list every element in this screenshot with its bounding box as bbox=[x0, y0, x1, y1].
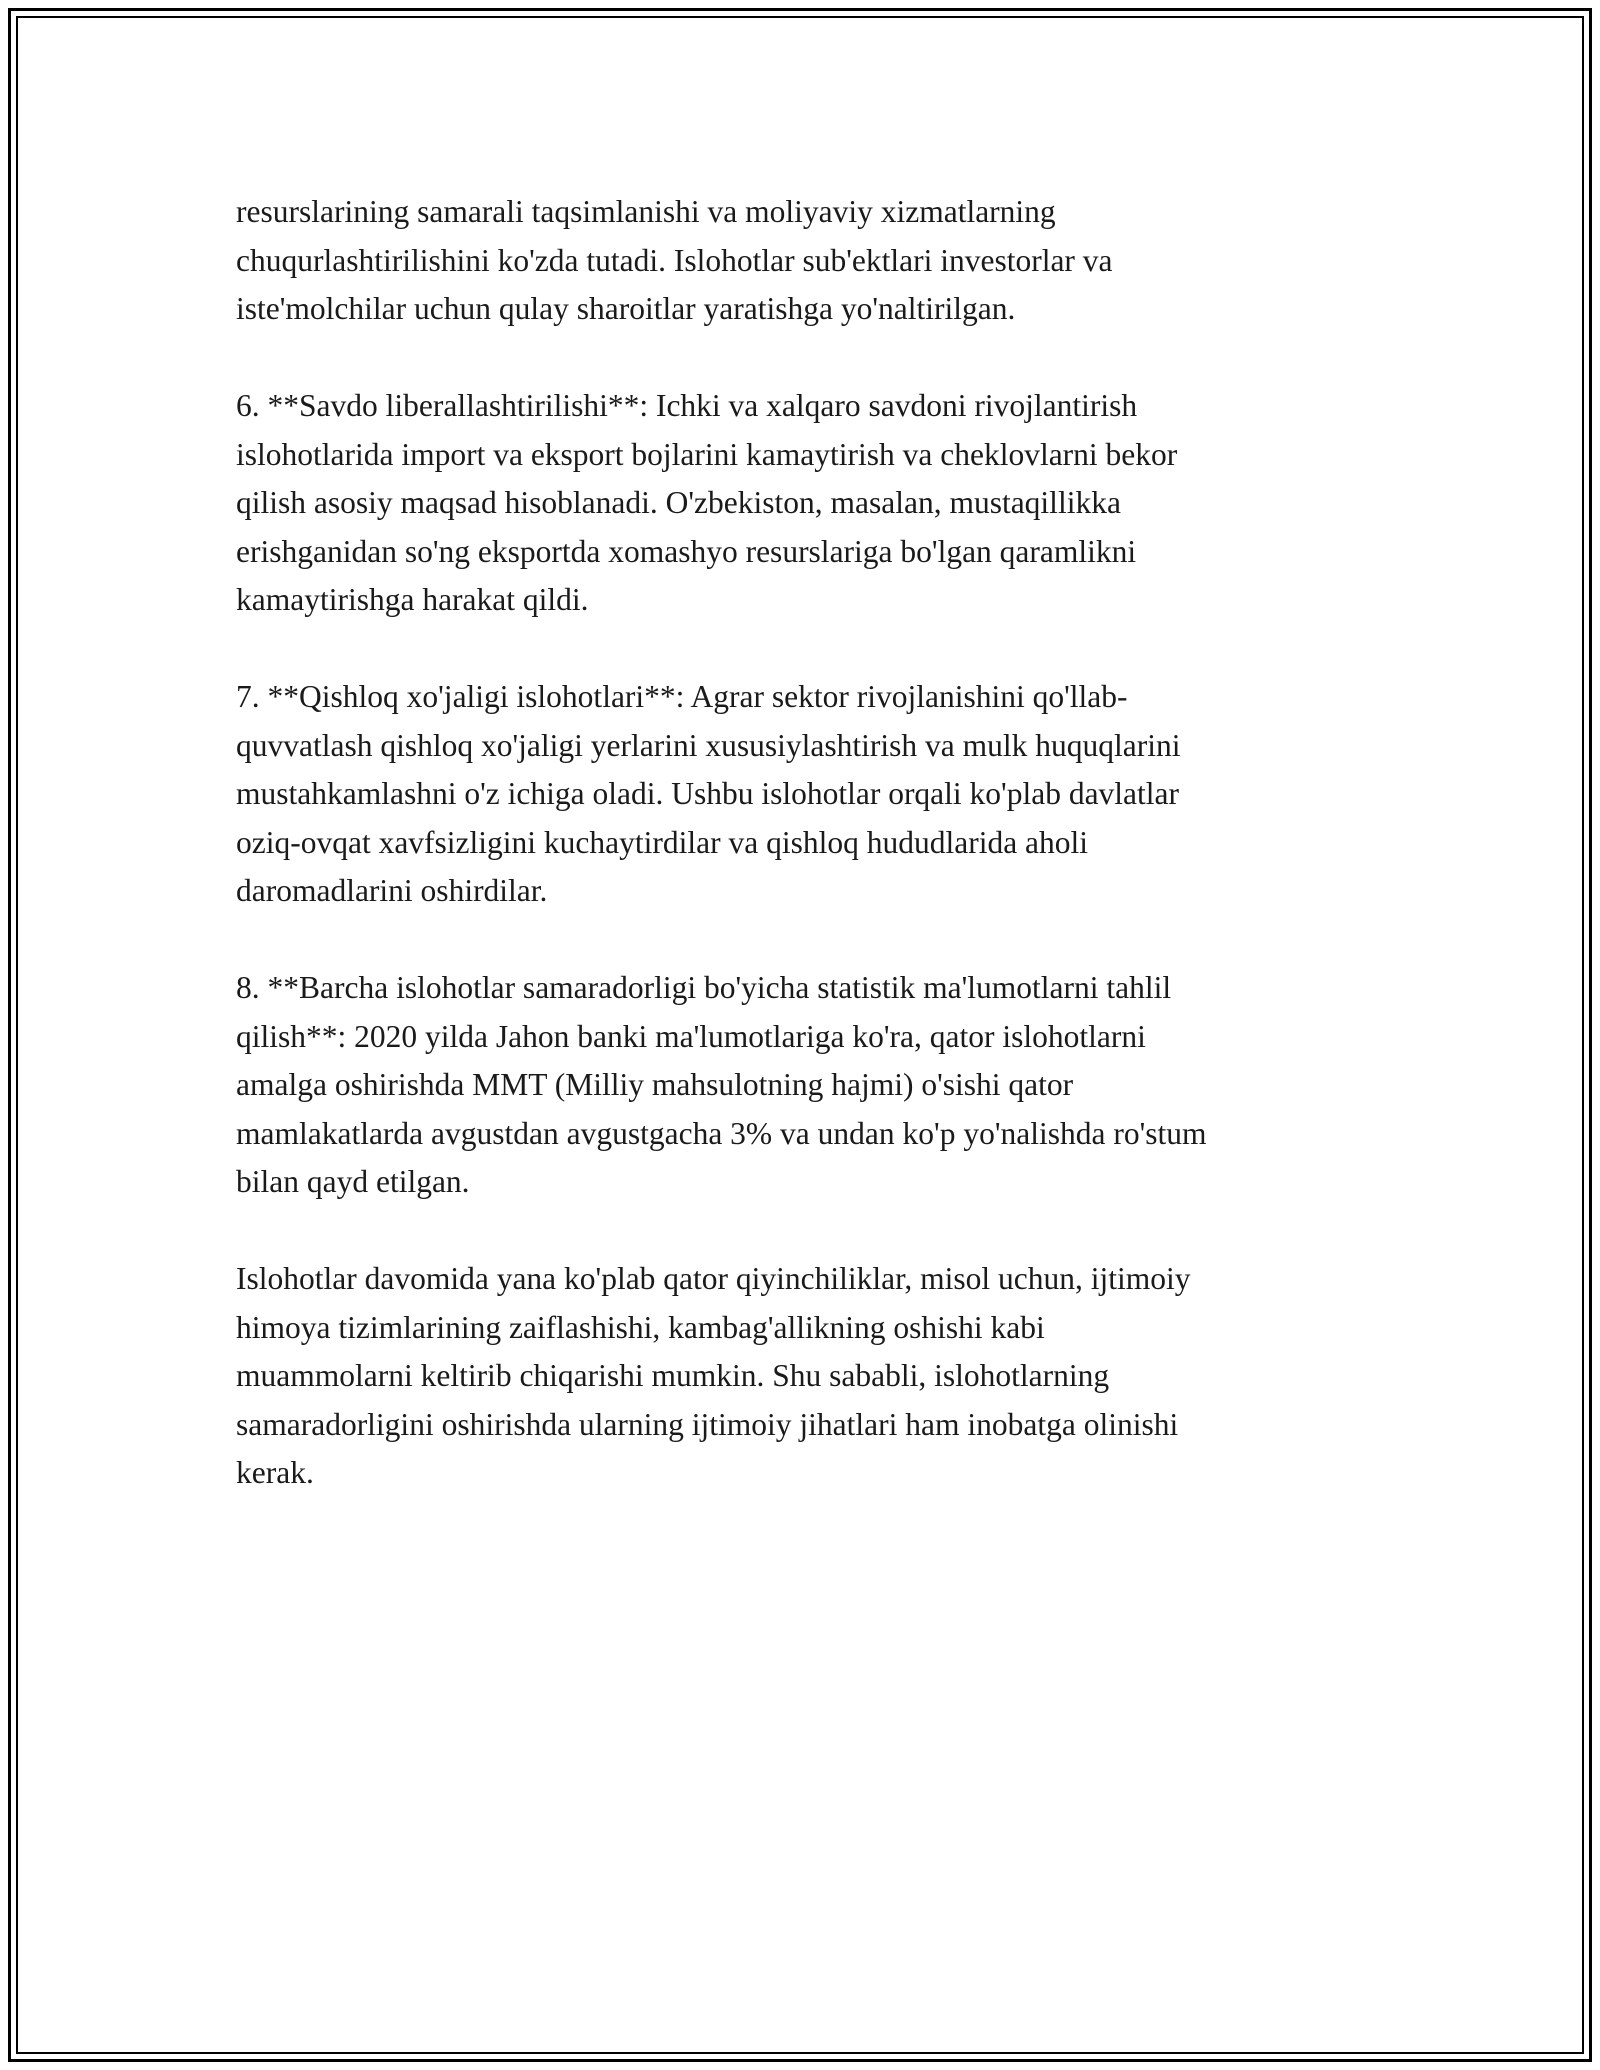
text-line: samaradorligini oshirishda ularning ijtimoiy jihatlari ham inobatga olinishi bbox=[236, 1406, 1179, 1442]
text-line: bilan qayd etilgan. bbox=[236, 1164, 470, 1199]
paragraph-trade-liberalization bbox=[236, 382, 1396, 625]
text-line: kamaytirishga harakat qildi. bbox=[236, 582, 589, 617]
text-line: islohotlarida import va eksport bojlarini kamaytirish va cheklovlarni bekor bbox=[236, 436, 1178, 472]
text-line: resurslarining samarali taqsimlanishi va moliyaviy xizmatlarning bbox=[236, 194, 1056, 229]
text-line: chuqurlashtirilishini ko'zda tutadi. Islohotlar sub'ektlari investorlar va bbox=[236, 242, 1113, 278]
paragraph-agriculture-reforms bbox=[236, 673, 1396, 916]
text-line: 6. **Savdo liberallashtirilishi**: Ichki va xalqaro savdoni rivojlantirish bbox=[236, 388, 1138, 423]
text-line: quvvatlash qishloq xo'jaligi yerlarini xususiylashtirish va mulk huquqlarini bbox=[236, 727, 1181, 763]
text-line: qilish asosiy maqsad hisoblanadi. O'zbekiston, masalan, mustaqillikka bbox=[236, 485, 1121, 520]
text-line: mamlakatlarda avgustdan avgustgacha 3% va undan ko'p yo'nalishda ro'stum bbox=[236, 1115, 1207, 1151]
text-line: Islohotlar davomida yana ko'plab qator qiyinchiliklar, misol uchun, ijtimoiy bbox=[236, 1261, 1191, 1296]
text-line: qilish**: 2020 yilda Jahon banki ma'lumotlariga ko'ra, qator islohotlarni bbox=[236, 1018, 1146, 1054]
text-line: erishganidan so'ng eksportda xomashyo resurslariga bo'lgan qaramlikni bbox=[236, 533, 1137, 569]
text-line: muammolarni keltirib chiqarishi mumkin. Shu sababli, islohotlarning bbox=[236, 1358, 1110, 1393]
paragraph-conclusion bbox=[236, 1255, 1396, 1498]
text-line: 8. **Barcha islohotlar samaradorligi bo'yicha statistik ma'lumotlarni tahlil bbox=[236, 970, 1172, 1005]
text-line: daromadlarini oshirdilar. bbox=[236, 873, 548, 908]
paragraph-financial-continuation bbox=[236, 188, 1396, 334]
text-line: amalga oshirishda MMT (Milliy mahsulotning hajmi) o'sishi qator bbox=[236, 1067, 1074, 1102]
text-line: himoya tizimlarining zaiflashishi, kambag'allikning oshishi kabi bbox=[236, 1309, 1045, 1345]
text-line: 7. **Qishloq xo'jaligi islohotlari**: Agrar sektor rivojlanishini qo'llab- bbox=[236, 679, 1128, 714]
paragraph-statistics-analysis bbox=[236, 964, 1396, 1207]
text-line: kerak. bbox=[236, 1455, 314, 1490]
document-body bbox=[236, 188, 1396, 1546]
text-line: iste'molchilar uchun qulay sharoitlar yaratishga yo'naltirilgan. bbox=[236, 291, 1016, 326]
text-line: mustahkamlashni o'z ichiga oladi. Ushbu islohotlar orqali ko'plab davlatlar bbox=[236, 776, 1180, 811]
text-line: oziq-ovqat xavfsizligini kuchaytirdilar va qishloq hududlarida aholi bbox=[236, 824, 1089, 860]
